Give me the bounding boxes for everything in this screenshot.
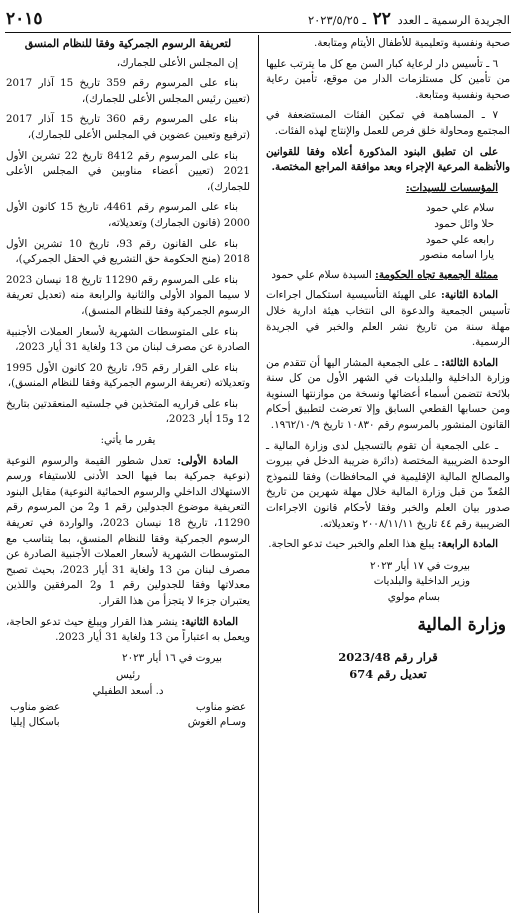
ministry-heading: وزارة المالية — [417, 614, 506, 635]
issue-number: ٢٢ — [372, 9, 391, 29]
preamble-line: بناء على المرسوم رقم 360 تاريخ 15 آذار 2017 (ترفيع وتعيين عضوين في المجلس الأعلى للجمارك)، — [6, 113, 250, 141]
members-names-row — [6, 715, 250, 731]
founder-name: يارا اسامه منصور — [420, 249, 494, 262]
article-text: يبلغ هذا العلم والخبر حيث تدعو الحاجة. — [268, 538, 435, 551]
decision-title: لتعريفة الرسوم الجمركية وفقا للنظام المنسق — [24, 37, 232, 50]
paragraph: صحية ونفسية وتعليمية للأطفال الأيتام ومتابعة. — [313, 37, 510, 49]
header-divider — [5, 32, 511, 33]
member-label: عضو مناوب — [10, 700, 61, 713]
article-text: ينشر هذا القرار ويبلغ حيث تدعو الحاجة، ويعمل به اعتباراً من 13 ولغاية 31 أيار 2023. — [6, 615, 250, 644]
article-1 — [6, 454, 250, 610]
article-label: المادة الرابعة: — [437, 538, 498, 551]
president-label: رئيس — [115, 669, 141, 682]
preamble-line: بناء على المرسوم رقم 11290 تاريخ 18 نيسان 2023 لا سيما المواد الأولى والثانية والرابعة منه (تعديل تعريفة الرسوم الجمركية وفقا للنظام المنسق)، — [6, 273, 250, 317]
signature-title: وزير الداخلية والبلديات — [373, 575, 470, 588]
article-label: المادة الأولى: — [177, 454, 238, 467]
preamble-line: بناء على القانون رقم 93، تاريخ 10 تشرين الأول 2018 (منح الحكومة حق التشريع في الحقل الجمركي)، — [6, 237, 250, 266]
left-column — [6, 36, 250, 731]
column-divider — [258, 35, 259, 913]
article-2 — [266, 288, 510, 350]
president-name: د. أسعد الطفيلي — [92, 684, 164, 697]
amendment-number: تعديل رقم 674 — [349, 667, 427, 682]
preamble-line: بناء على المرسوم رقم 359 تاريخ 15 آذار 2017 (تعيين رئيس المجلس الأعلى للجمارك)، — [6, 77, 250, 105]
preamble-line: بناء على المتوسطات الشهرية لأسعار العملات الأجنبية الصادرة عن مصرف لبنان من 13 ولغاية 31 أيار 2023، — [6, 325, 250, 354]
preamble-line: إن المجلس الأعلى للجمارك، — [116, 56, 238, 69]
representative-paragraph — [266, 268, 510, 284]
decision-heading — [266, 649, 510, 683]
article-label: المادة الثانية: — [181, 615, 238, 628]
signature-place-date: بيروت في ١٦ أيار ٢٠٢٣ — [122, 651, 222, 664]
decides-line: يقرر ما يأتي: — [100, 434, 156, 447]
article-text: تعدل شطور القيمة والرسوم النوعية (نوعية جمركية بما فيها الحد الأدنى للاستيفاء ورسم الاستهلاك الداخلي والرسوم الحمائية النوعية) مقابل البنود التعريفية موضوع الجدولين رقم 1 و2 من المرسوم رقم 11290، تاريخ 18 نيسان 2023، والواردة في تعريفة الرسوم الجمركية وفقا للنظام المنسق، بما يتناسب مع المتوسطات الشهرية لأسعار العملات الأجنبية الصادرة عن مصرف لبنان من 13 ولغاية 31 أيار 2023، بحيث تصبح معدلاتها وفقا للجدولين رقم 1 و2 المرفقين واللذين يعتبران جزءا لا يتجزأ من هذا القرار. — [6, 454, 251, 607]
article-3-part-2: ـ على الجمعية أن تقوم بالتسجيل لدى وزارة المالية ـ الوحدة الضريبية المختصة (دائرة ضريبة الدخل في بيروت والمصالح المالية الإقليمية في المحافظات) وفقا للنموذج المُعدّ من قبل وزارة المالية خلال مهلة شهرين من تاريخ صدور بيان العلم والخبر وفقا لأحكام قانون الاجراءات الضريبية رقم ٤٤ تاريخ ٢٠٠٨/١١/١١ وتعديلاته. — [266, 439, 510, 530]
article-label: المادة الثانية: — [440, 289, 498, 302]
article-text: ـ على الجمعية المشار اليها أن تتقدم من وزارة الداخلية والبلديات في الشهر الأول من كل سنة بلائحة تتضمن أسماء أعضائها ونسخة من موازنتها السنوية ومن حسابها القطعي السابق وإلا تعرضت لتطبيق أحكام القانون المنشور بالمرسوم رقم ١٠٨٣٠ تاريخ ١٩٦٢/١٠/٩. — [266, 356, 510, 432]
member-label: عضو مناوب — [195, 700, 246, 713]
founders-list — [266, 201, 510, 263]
article-2 — [6, 615, 250, 646]
preamble-line: بناء على القرار رقم 95، تاريخ 20 كانون الأول 1995 وتعديلاته (تعريفة الرسوم الجمركية وفقا للنظام المنسق)، — [6, 361, 250, 390]
right-column — [266, 36, 510, 683]
article-text: على الهيئة التأسيسية استكمال اجراءات تأسيس الجمعية والدعوة الى انتخاب هيئة ادارية خلال مهلة سنة من تاريخ نشر العلم والخبر في الجريدة الرسمية. — [266, 289, 510, 349]
preamble-line: بناء على المرسوم رقم 4461، تاريخ 15 كانون الأول 2000 (قانون الجمارك) وتعديلاته، — [6, 201, 250, 229]
article-3 — [266, 356, 510, 434]
representative-name: السيدة سلام علي حمود — [271, 268, 372, 281]
member-name: باسكال إيليا — [10, 716, 60, 729]
signature-place-date: بيروت في ١٧ أيار ٢٠٢٣ — [370, 559, 470, 572]
founder-name: رابعه علي حمود — [425, 233, 494, 246]
founder-name: سلام علي حمود — [425, 202, 494, 215]
signature-block — [266, 559, 510, 606]
page-header — [6, 8, 510, 30]
header-issue-info — [308, 9, 510, 29]
representative-label: ممثلة الجمعية تجاه الحكومة: — [375, 268, 498, 281]
founders-title: المؤسسات للسيدات: — [405, 181, 498, 194]
founder-name: حلا وائل حمود — [434, 217, 494, 230]
conditions-paragraph: على ان تطبق البنود المذكورة أعلاه وفقا للقوانين والأنظمة المرعية الإجراء وبعد موافقة المراجع المختصة. — [266, 145, 510, 174]
paragraph: ٧ ـ المساهمة في تمكين الفئات المستضعفة في المجتمع ومحاولة خلق فرص للعمل والإنتاج لهذه الفئات. — [266, 109, 510, 137]
article-4 — [266, 537, 510, 553]
issue-date: ـ ٢٠٢٣/٥/٢٥ — [307, 13, 366, 27]
gazette-name: الجريدة الرسمية ـ العدد — [397, 13, 510, 27]
members-labels-row — [6, 700, 250, 716]
paragraph: ٦ ـ تأسيس دار لرعاية كبار السن مع كل ما يترتب عليها من تأمين كل مستلزمات الدار من موقع، تأمين رعاية صحية ونفسية ومتابعة. — [266, 57, 510, 101]
preamble-line: بناء على المرسوم رقم 8412 تاريخ 22 تشرين الأول 2021 (تعيين أعضاء مناوبين في المجلس الأعلى للجمارك)، — [6, 149, 250, 193]
signature-name: بسام مولوي — [387, 591, 440, 603]
decision-number: قرار رقم 2023/48 — [338, 650, 438, 665]
preamble-line: بناء على قراريه المتخذين في جلستيه المنعقدتين بتاريخ 12 و15 أيار 2023، — [6, 397, 250, 426]
page-number: ٢٠١٥ — [6, 9, 43, 29]
member-name: وسـام الغوش — [187, 716, 246, 729]
article-label: المادة الثالثة: — [441, 356, 498, 369]
